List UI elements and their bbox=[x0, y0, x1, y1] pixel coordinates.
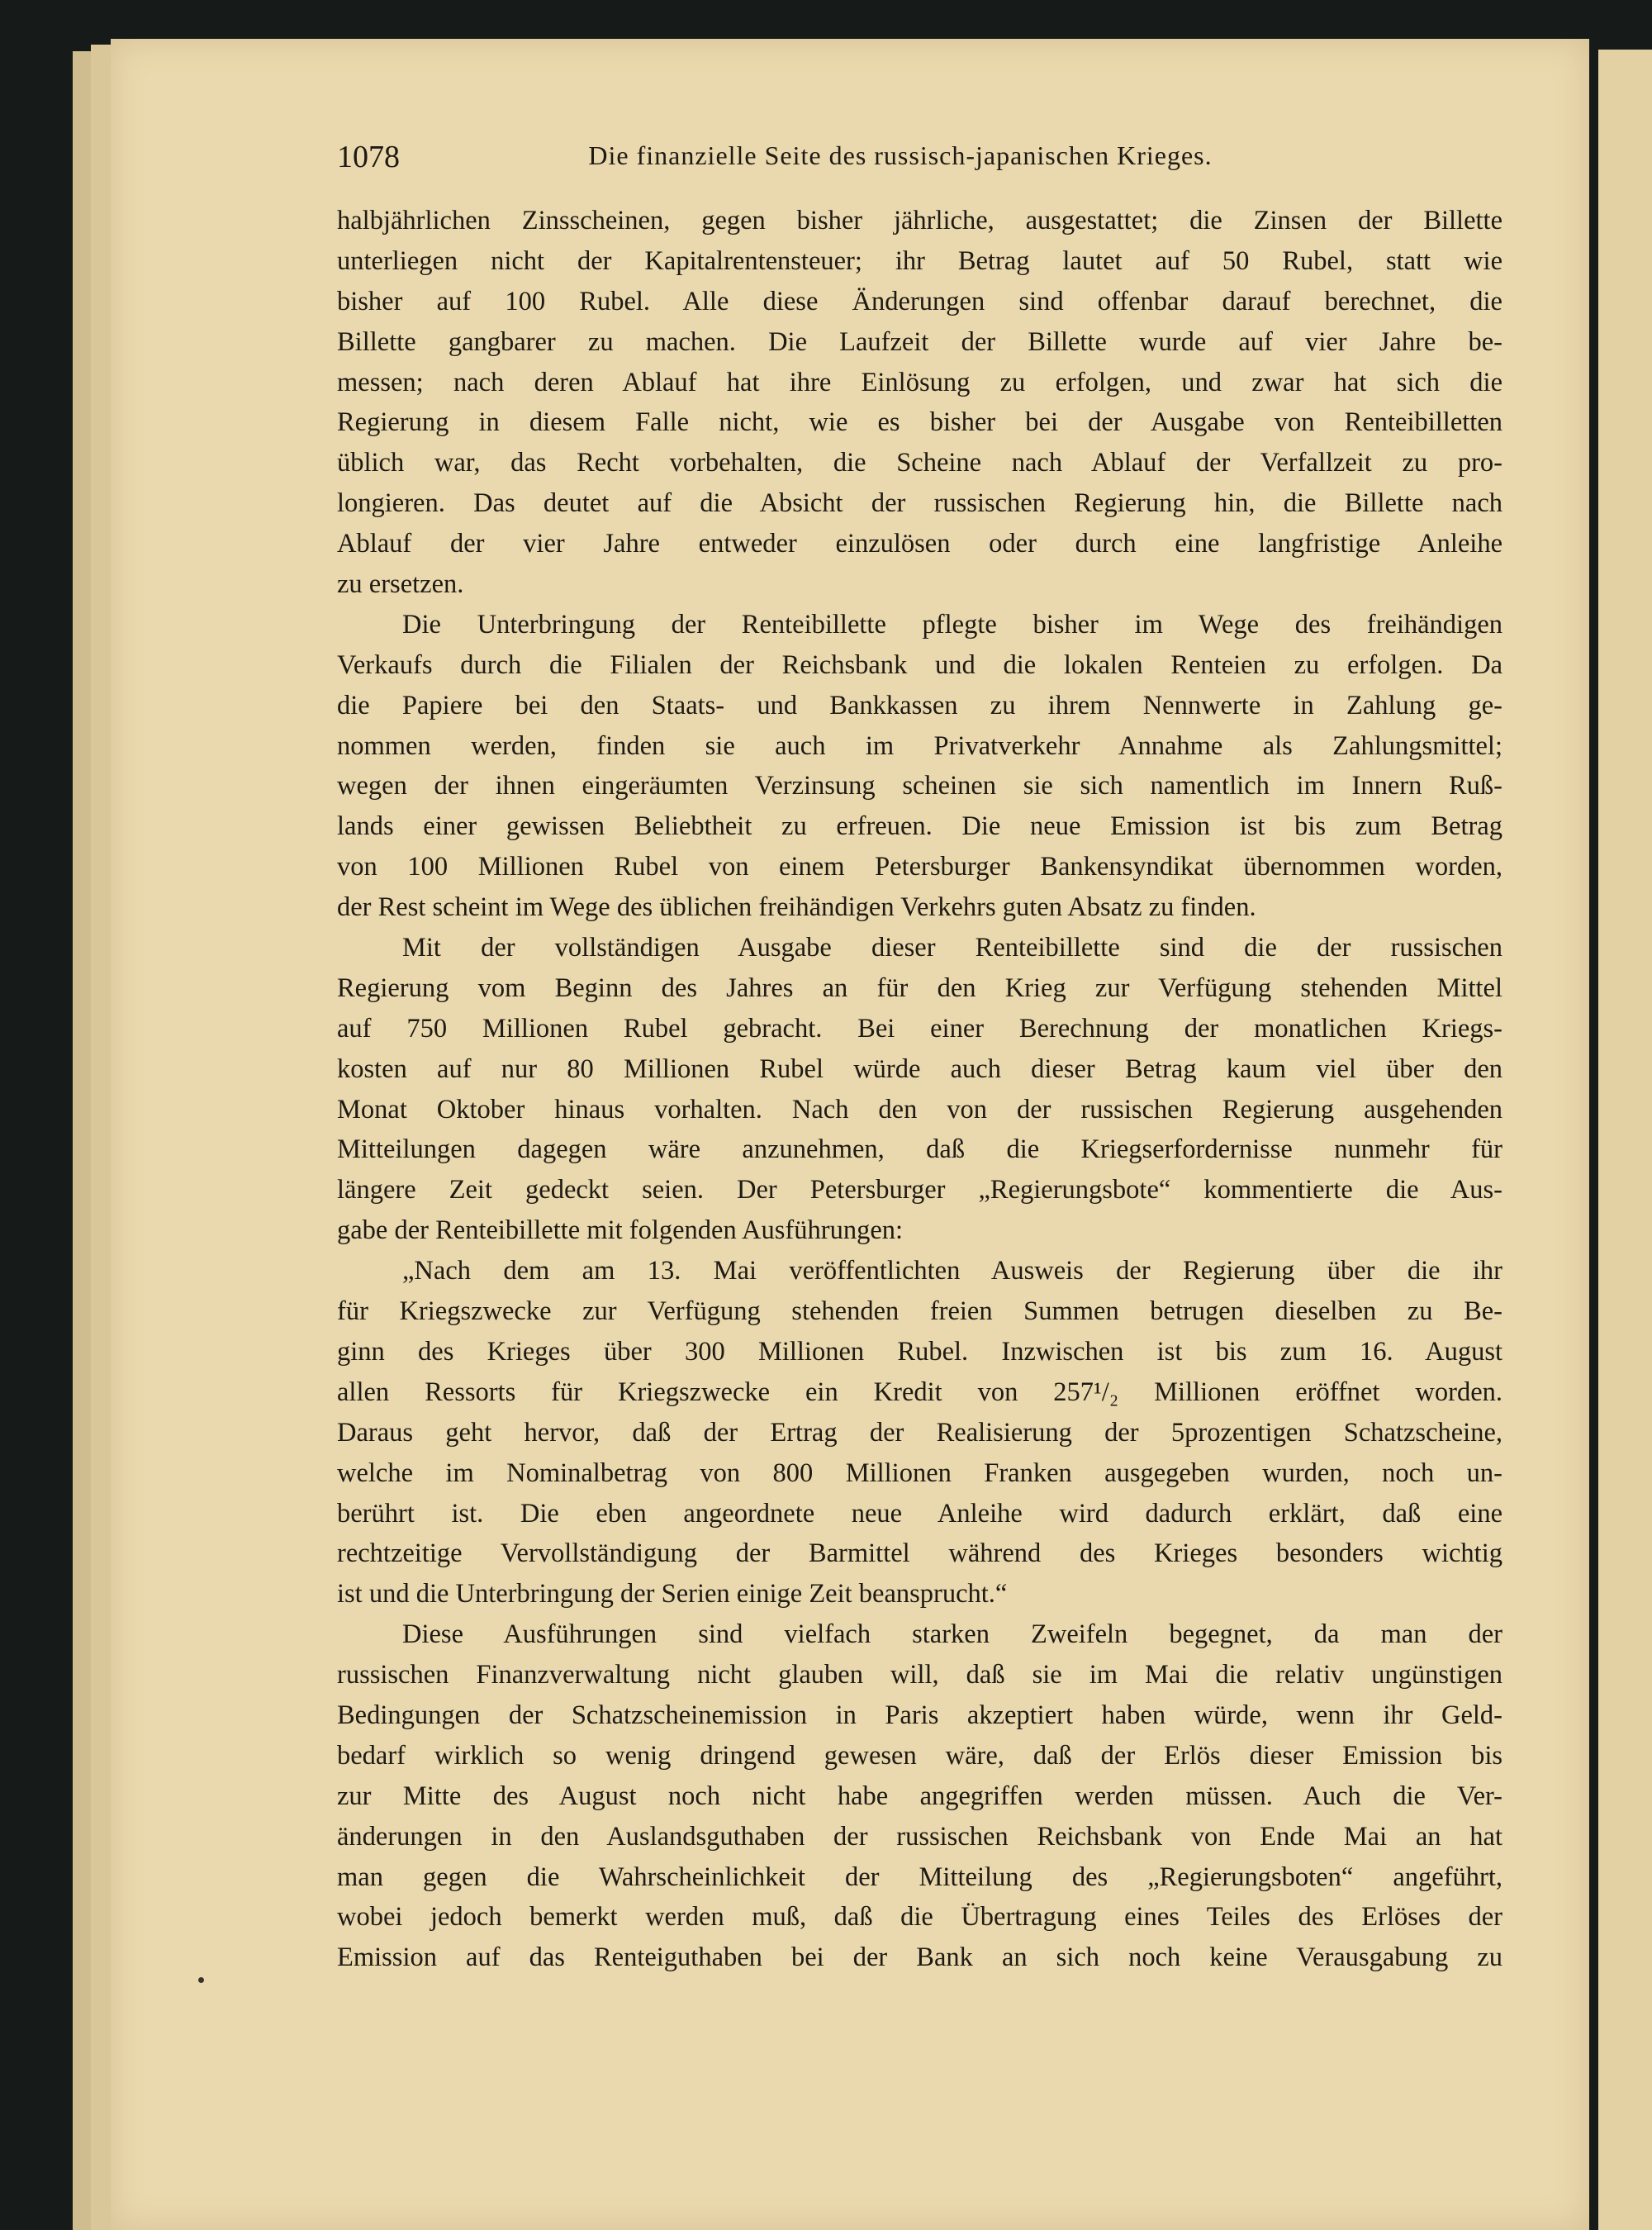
text-line: für Kriegszwecke zur Verfügung stehenden freien Summen betrugen dieselben zu Be- bbox=[337, 1296, 1502, 1327]
text-line: „Nach dem am 13. Mai veröffentlichten Ausweis der Regierung über die ihr bbox=[402, 1256, 1502, 1286]
text-line: kosten auf nur 80 Millionen Rubel würde auch dieser Betrag kaum viel über den bbox=[337, 1053, 1502, 1084]
text-line: halbjährlichen Zinsscheinen, gegen bisher jährliche, ausgestattet; die Zinsen der Billette bbox=[337, 206, 1502, 235]
text-line: wobei jedoch bemerkt werden muß, daß die Übertragung eines Teiles des Erlöses der bbox=[337, 1902, 1502, 1933]
text-line: man gegen die Wahrscheinlichkeit der Mitteilung des „Regierungsboten“ angeführt, bbox=[337, 1862, 1502, 1892]
text-line: die Papiere bei den Staats- und Bankkassen zu ihrem Nennwerte in Zahlung ge- bbox=[337, 690, 1502, 720]
text-line: Bedingungen der Schatzscheinemission in Paris akzeptiert haben würde, wenn ihr Geld- bbox=[337, 1700, 1502, 1730]
text-line: änderungen in den Auslandsguthaben der russischen Reichsbank von Ende Mai an hat bbox=[337, 1821, 1502, 1852]
text-line: longieren. Das deutet auf die Absicht der russischen Regierung hin, die Billette nach bbox=[337, 488, 1502, 519]
text-line: wegen der ihnen eingeräumten Verzinsung scheinen sie sich namentlich im Innern Ruß- bbox=[337, 771, 1502, 801]
text-line: Diese Ausführungen sind vielfach starken Zweifeln begegnet, da man der bbox=[402, 1619, 1502, 1650]
text-line: berührt ist. Die eben angeordnete neue Anleihe wird dadurch erklärt, daß eine bbox=[337, 1498, 1502, 1529]
text-line: Emission auf das Renteiguthaben bei der Bank an sich noch keine Verausgabung zu bbox=[337, 1942, 1502, 1973]
text-line: gabe der Renteibillette mit folgenden Ausführungen: bbox=[337, 1215, 904, 1246]
text-line: bisher auf 100 Rubel. Alle diese Änderungen sind offenbar darauf berechnet, die bbox=[337, 286, 1502, 316]
text-line: rechtzeitige Vervollständigung der Barmittel während des Krieges besonders wichtig bbox=[337, 1538, 1502, 1569]
text-line: von 100 Millionen Rubel von einem Petersburger Bankensyndikat übernommen worden, bbox=[337, 852, 1502, 882]
text-line: unterliegen nicht der Kapitalrentensteuer; ihr Betrag lautet auf 50 Rubel, statt wie bbox=[337, 245, 1502, 276]
text-line: ist und die Unterbringung der Serien einige Zeit beansprucht.“ bbox=[337, 1579, 1008, 1609]
text-line: Billette gangbarer zu machen. Die Laufzeit der Billette wurde auf vier Jahre be- bbox=[337, 326, 1502, 357]
body-text bbox=[337, 201, 1502, 1978]
text-line: welche im Nominalbetrag von 800 Millionen Franken ausgegeben wurden, noch un- bbox=[337, 1457, 1502, 1488]
text-line: nommen werden, finden sie auch im Privatverkehr Annahme als Zahlungsmittel; bbox=[337, 730, 1502, 761]
text-line: längere Zeit gedeckt seien. Der Petersburger „Regierungsbote“ kommentierte die Aus- bbox=[337, 1175, 1502, 1205]
text-line: Verkaufs durch die Filialen der Reichsbank und die lokalen Renteien zu erfolgen. Da bbox=[337, 649, 1502, 680]
text-line: Daraus geht hervor, daß der Ertrag der Realisierung der 5prozentigen Schatzscheine, bbox=[337, 1417, 1502, 1448]
text-line: russischen Finanzverwaltung nicht glauben will, daß sie im Mai die relativ ungünstigen bbox=[337, 1660, 1502, 1690]
text-line: zur Mitte des August noch nicht habe angegriffen werden müssen. Auch die Ver- bbox=[337, 1781, 1502, 1811]
text-line: der Rest scheint im Wege des üblichen freihändigen Verkehrs guten Absatz zu finden. bbox=[337, 892, 1256, 923]
text-line: Die Unterbringung der Renteibillette pflegte bisher im Wege des freihändigen bbox=[402, 609, 1502, 640]
text-line: allen Ressorts für Kriegszwecke ein Kredit von 257¹/₂ Millionen eröffnet worden. bbox=[337, 1377, 1502, 1407]
text-line: Regierung vom Beginn des Jahres an für den Krieg zur Verfügung stehenden Mittel bbox=[337, 972, 1502, 1003]
text-line: zu ersetzen. bbox=[337, 569, 464, 600]
text-line: Ablauf der vier Jahre entweder einzulösen oder durch eine langfristige Anleihe bbox=[337, 529, 1502, 559]
text-line: bedarf wirklich so wenig dringend gewesen wäre, daß der Erlös dieser Emission bis bbox=[337, 1740, 1502, 1771]
text-line: Mit der vollständigen Ausgabe dieser Renteibillette sind die der russischen bbox=[402, 933, 1502, 963]
text-line: üblich war, das Recht vorbehalten, die Scheine nach Ablauf der Verfallzeit zu pro- bbox=[337, 448, 1502, 478]
text-line: auf 750 Millionen Rubel gebracht. Bei einer Berechnung der monatlichen Kriegs- bbox=[337, 1013, 1502, 1044]
text-line: Regierung in diesem Falle nicht, wie es bisher bei der Ausgabe von Renteibilletten bbox=[337, 407, 1502, 438]
text-line: ginn des Krieges über 300 Millionen Rubel. Inzwischen ist bis zum 16. August bbox=[337, 1336, 1502, 1367]
text-line: Mitteilungen dagegen wäre anzunehmen, daß die Kriegserfordernisse nunmehr für bbox=[337, 1134, 1502, 1165]
text-line: lands einer gewissen Beliebtheit zu erfreuen. Die neue Emission ist bis zum Betrag bbox=[337, 811, 1502, 842]
running-title: Die finanzielle Seite des russisch-japanischen Krieges. bbox=[588, 140, 1213, 170]
text-line: Monat Oktober hinaus vorhalten. Nach den von der russischen Regierung ausgehenden bbox=[337, 1094, 1502, 1125]
ink-spot bbox=[198, 1977, 204, 1983]
page-number: 1078 bbox=[337, 140, 400, 174]
text-line: messen; nach deren Ablauf hat ihre Einlösung zu erfolgen, und zwar hat sich die bbox=[337, 367, 1502, 397]
facing-page-edge bbox=[1598, 50, 1652, 2230]
